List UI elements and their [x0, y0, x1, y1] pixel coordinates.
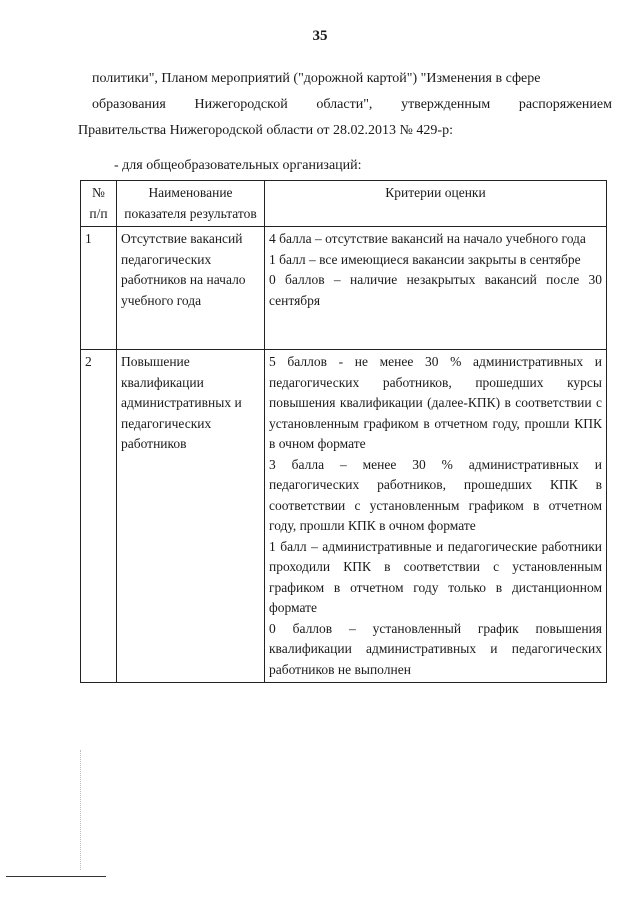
- criterion-item: 1 балл – все имеющиеся вакансии закрыты в сентябре: [269, 251, 581, 267]
- header-indicator-name: Наименование показателя результатов: [117, 181, 265, 227]
- intro-word: образования: [92, 97, 166, 112]
- intro-line-2: [92, 92, 612, 118]
- intro-word: Нижегородской: [194, 97, 288, 112]
- header-num: № п/п: [81, 181, 117, 227]
- row-criteria: [265, 227, 607, 350]
- criterion-item: 3 балла – менее 30 % административных и педагогических работников, прошедших КПК в соответствии с установленным графиком в отчетном году, прошли КПК в очном формате: [269, 456, 602, 533]
- table-header-row: [81, 181, 607, 227]
- row-indicator-name: Отсутствие вакансий педагогических работников на начало учебного года: [117, 227, 265, 350]
- row-num: 2: [81, 350, 117, 683]
- footnote-rule: [6, 876, 106, 877]
- criterion-item: 0 баллов – наличие незакрытых вакансий после 30 сентября: [269, 272, 602, 308]
- criterion-item: 5 баллов - не менее 30 % административных и педагогических работников, прошедших курсы повышения квалификации (далее-КПК) в соответствии с установленным графиком в отчетном году, прошли КПК в очном формате: [269, 354, 602, 451]
- intro-word: области",: [316, 97, 373, 112]
- scan-margin-artifact: [80, 750, 83, 870]
- intro-line-1: политики", Планом мероприятий ("дорожной картой") "Изменения в сфере: [92, 71, 541, 86]
- section-subheading: - для общеобразовательных организаций:: [114, 158, 362, 173]
- criterion-item: 1 балл – административные и педагогические работники проходили КПК в соответствии с установленным графиком в отчетном году только в дистанционном формате: [269, 538, 602, 615]
- intro-word: утвержденным: [401, 97, 491, 112]
- criterion-item: 0 баллов – установленный график повышения квалификации административных и педагогических работников не выполнен: [269, 620, 602, 677]
- header-criteria: Критерии оценки: [265, 181, 607, 227]
- row-num: 1: [81, 227, 117, 350]
- criteria-table: [80, 180, 607, 683]
- intro-word: распоряжением: [518, 97, 612, 112]
- row-criteria: [265, 350, 607, 683]
- table-row: [81, 350, 607, 683]
- table-row: [81, 227, 607, 350]
- criterion-item: 4 балла – отсутствие вакансий на начало учебного года: [269, 231, 586, 246]
- row-indicator-name: Повышение квалификации административных и педагогических работников: [117, 350, 265, 683]
- intro-paragraph: [78, 66, 612, 144]
- page-number: 35: [312, 28, 328, 44]
- intro-line-3: Правительства Нижегородской области от 28.02.2013 № 429-р:: [78, 123, 453, 138]
